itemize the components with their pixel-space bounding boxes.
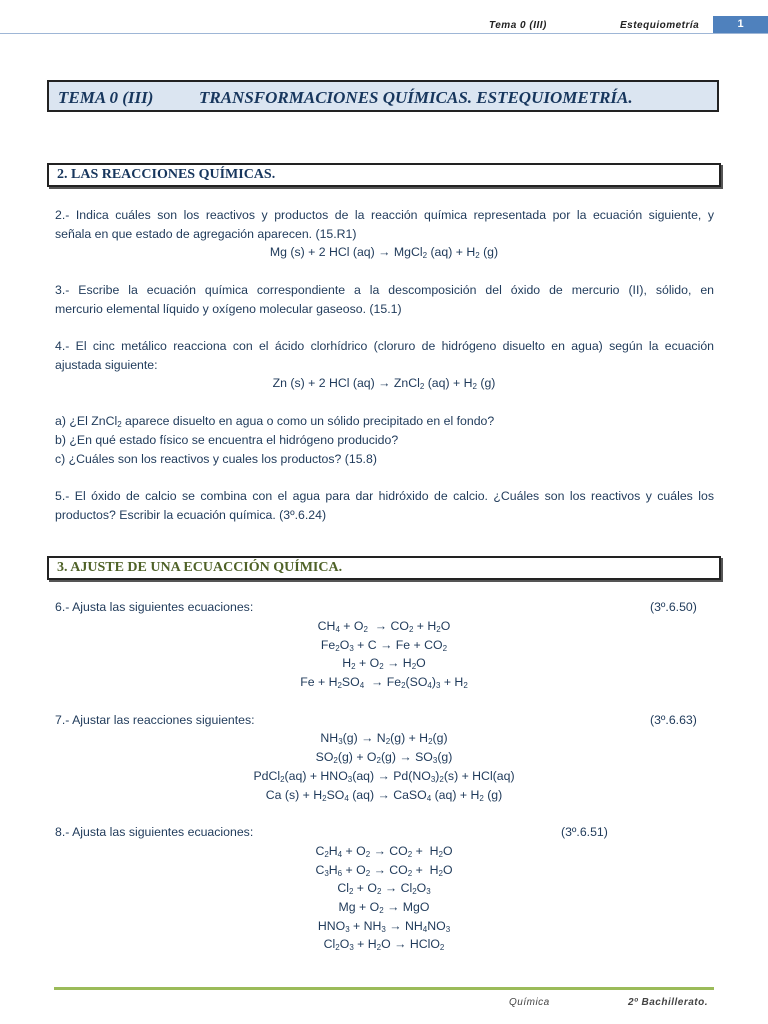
header-rule: [0, 33, 768, 34]
question-4-line-1: 4.- El cinc metálico reacciona con el ácido clorhídrico (cloruro de hidrógeno disuelto en agua) según la ecuación: [55, 339, 714, 353]
equation-q7-1: $NH_3(g) \to N_2(g) + H_2(g)$: [320, 731, 448, 746]
page-number: 1: [713, 16, 768, 33]
question-5-line-1: 5.- El óxido de calcio se combina con el agua para dar hidróxido de calcio. ¿Cuáles son los reactivos y cuáles los: [55, 489, 714, 503]
question-4-b: b) ¿En qué estado físico se encuentra el hidrógeno producido?: [55, 433, 399, 447]
equation-q8-4: $Mg + O_2$ → MgO: [338, 900, 430, 915]
question-8-ref: (3º.6.51): [561, 825, 608, 839]
question-2: [55, 206, 714, 244]
equation-q6-4: $Fe + H_2SO_4 \to Fe_2(SO_4)_3 + H_2$: [300, 675, 468, 690]
section-2-heading: 2. LAS REACCIONES QUÍMICAS.: [47, 163, 721, 187]
question-3: [55, 281, 714, 319]
equation-q8-6: $Cl_2O_3 + H_2O$ → HClO$_2$: [323, 937, 445, 952]
equation-q6-3: $H_2 + O_2 \to H_2O$: [342, 656, 426, 671]
header-subject: Estequiometría: [620, 20, 700, 31]
question-3-line-2: mercurio elemental líquido y oxígeno molecular gaseoso. (15.1): [55, 302, 402, 316]
equation-q2: Mg (s) + 2 HCl (aq) → MgCl$_2$ $(aq) + H_2$ (g): [269, 245, 499, 260]
title-number: TEMA 0 (III): [58, 88, 154, 107]
question-5-line-2: productos? Escribir la ecuación química. (3º.6.24): [55, 508, 327, 522]
question-7-ref: (3º.6.63): [650, 713, 697, 727]
title-text: TRANSFORMACIONES QUÍMICAS. ESTEQUIOMETRÍA.: [199, 88, 633, 107]
equation-q7-4: Ca $(s) + H_2SO_4$ (aq) → CaSO$_4$ $(aq) + H_2$ (g): [265, 788, 503, 803]
page-header: [0, 16, 768, 36]
equation-q4: Zn (s) + 2 HCl (aq) → ZnCl$_2$ $(aq) + H_2$ (g): [272, 376, 496, 391]
equation-q8-1: $C_2H_4 + O_2 \to CO_2 + H_2O$: [315, 844, 453, 859]
question-4-line-2: ajustada siguiente:: [55, 358, 158, 372]
equation-q7-3: PdCl$_2$(aq) + $HNO_3(aq) \to Pd(NO_3)_2(s) + HCl(aq)$: [253, 769, 515, 784]
question-4-a: a) ¿El ZnCl$_2$ aparece disuelto en agua o como un sólido precipitado en el fondo?: [55, 414, 495, 429]
footer-subject: Química: [509, 997, 550, 1008]
equation-q6-1: $CH_4 + O_2 \to CO_2 + H_2O$: [317, 619, 451, 634]
question-6-ref: (3º.6.50): [650, 600, 697, 614]
equation-q8-5: $HNO_3 + NH_3 \to NH_4NO_3$: [317, 919, 451, 934]
footer-rule: [54, 987, 714, 990]
question-2-line-2: señala en que estado de agregación aparecen. (15.R1): [55, 227, 357, 241]
question-5: [55, 487, 714, 525]
question-3-line-1: 3.- Escribe la ecuación química correspondiente a la descomposición del óxido de mercurio (II), sólido, en: [55, 283, 714, 297]
question-4-c: c) ¿Cuáles son los reactivos y cuales los productos? (15.8): [55, 452, 377, 466]
section-3-heading: 3. AJUSTE DE UNA ECUACCIÓN QUÍMICA.: [47, 556, 721, 580]
question-6: 6.- Ajusta las siguientes ecuaciones:: [55, 600, 254, 614]
document-title: [47, 80, 719, 112]
question-8: 8.- Ajusta las siguientes ecuaciones:: [55, 825, 254, 839]
equation-q8-3: $Cl_2 + O_2 \to Cl_2O_3$: [337, 881, 431, 896]
equation-q7-2: $SO_2(g) + O_2(g) \to SO_3(g)$: [315, 750, 453, 765]
header-topic: Tema 0 (III): [489, 20, 547, 31]
question-7: 7.- Ajustar las reacciones siguientes:: [55, 713, 255, 727]
question-2-line-1: 2.- Indica cuáles son los reactivos y productos de la reacción química representada por la ecuación siguiente, y: [55, 208, 714, 222]
question-4: [55, 337, 714, 375]
equation-q8-2: $C_3H_6 + O_2 \to CO_2 + H_2O$: [315, 863, 453, 878]
equation-q6-2: $Fe_2O_3 + C \to Fe + CO_2$: [320, 638, 448, 653]
footer-course: 2º Bachillerato.: [628, 997, 709, 1008]
